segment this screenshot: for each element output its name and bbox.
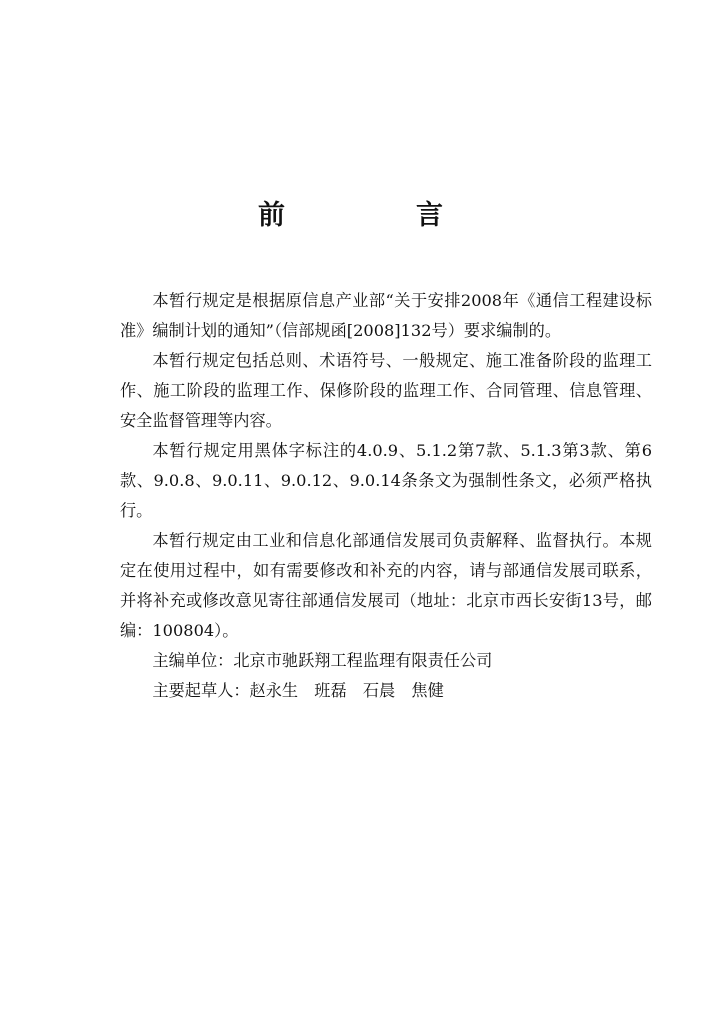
paragraph-contents: 本暂行规定包括总则、术语符号、一般规定、施工准备阶段的监理工作、施工阶段的监理工作、保修阶段的监理工作、合同管理、信息管理、安全监督管理等内容。 bbox=[120, 351, 652, 430]
page-title: 前 言 bbox=[258, 200, 495, 231]
paragraph-interpretation: 本暂行规定由工业和信息化部通信发展司负责解释、监督执行。本规定在使用过程中，如有需要修改和补充的内容，请与部通信发展司联系，并将补充或修改意见寄往部通信发展司（地址：北京市西长安街13号，邮编：100804）。 bbox=[120, 531, 652, 640]
main-drafters: 主要起草人：赵永生 班磊 石晨 焦健 bbox=[152, 681, 444, 700]
editor-unit: 主编单位：北京市驰跃翔工程监理有限责任公司 bbox=[152, 651, 493, 670]
preface-body bbox=[120, 286, 652, 706]
paragraph-mandatory-clauses: 本暂行规定用黑体字标注的4.0.9、5.1.2第7款、5.1.3第3款、第6款、9.0.8、9.0.11、9.0.12、9.0.14条条文为强制性条文，必须严格执行。 bbox=[120, 441, 652, 520]
paragraph-basis: 本暂行规定是根据原信息产业部“关于安排2008年《通信工程建设标准》编制计划的通知”（信部规函[2008]132号）要求编制的。 bbox=[120, 291, 652, 340]
